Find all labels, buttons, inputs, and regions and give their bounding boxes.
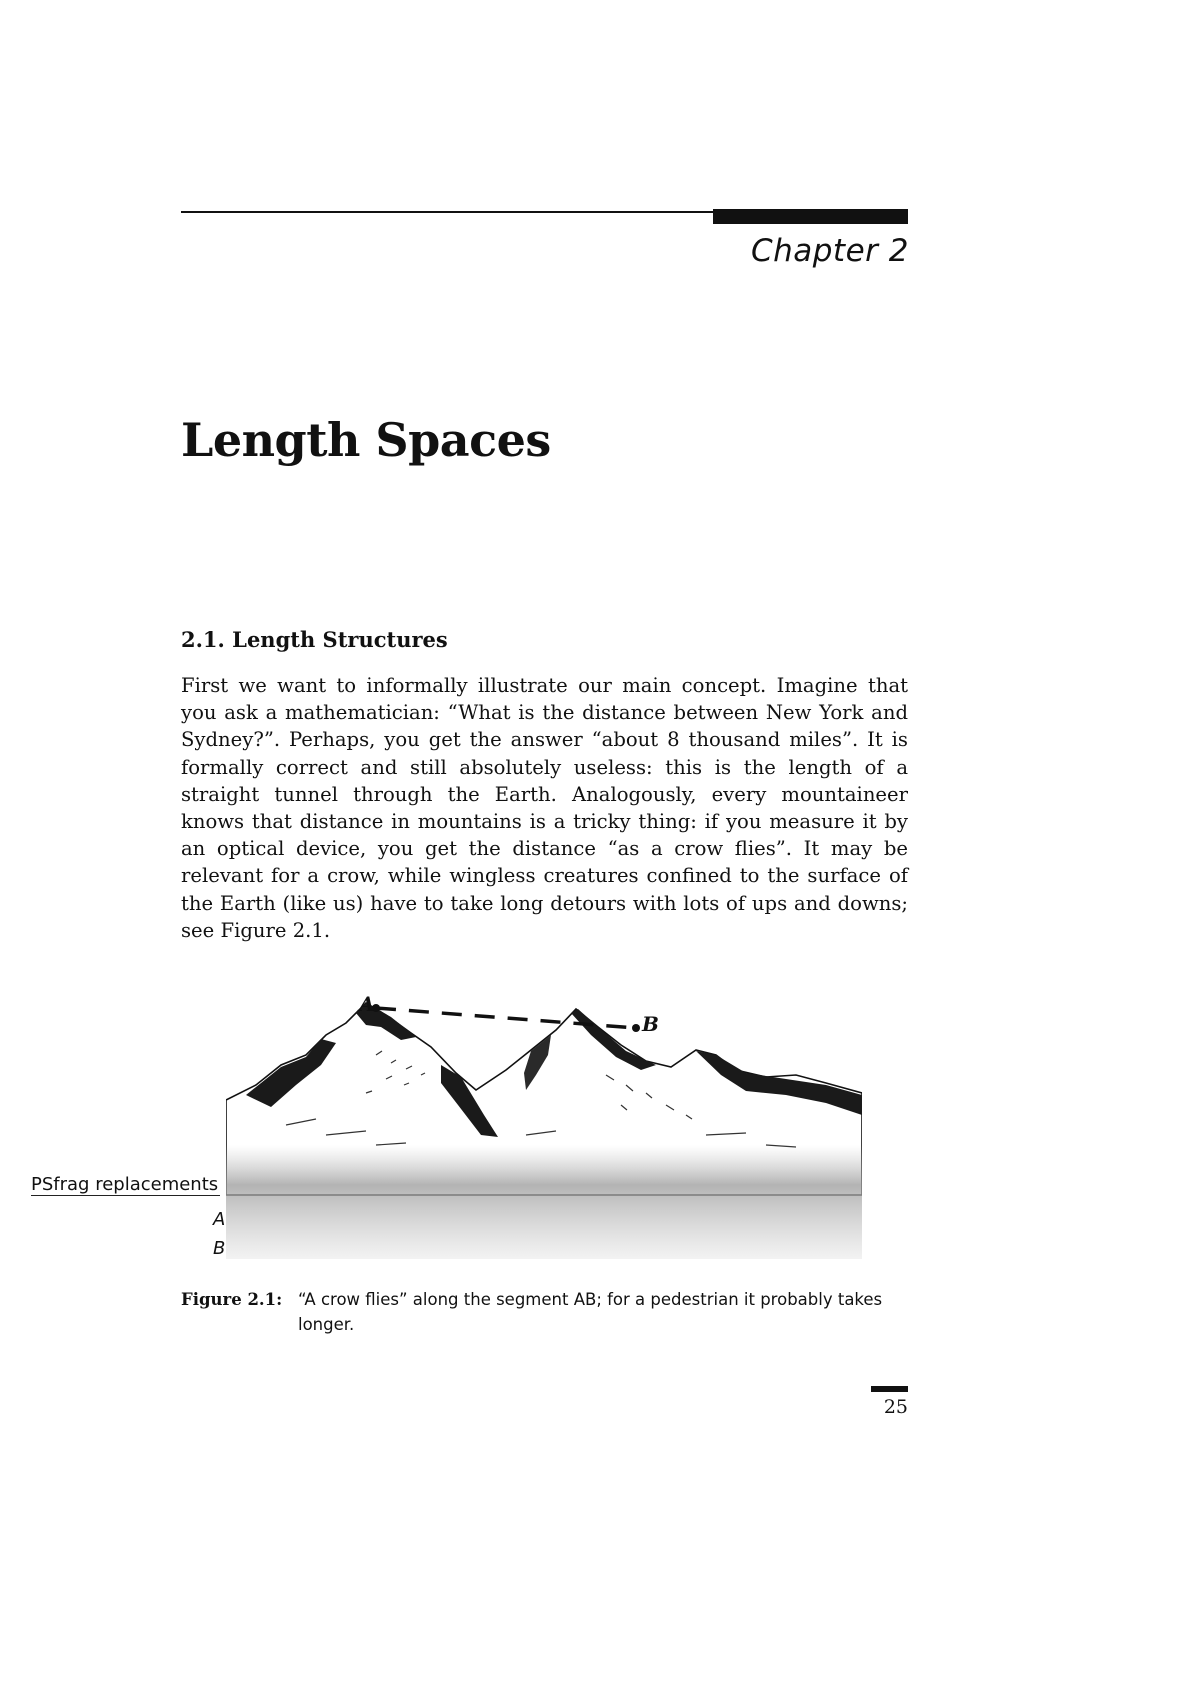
- psfrag-b: B: [213, 1238, 226, 1259]
- chapter-title: Length Spaces: [181, 413, 551, 467]
- page-number: 25: [883, 1396, 908, 1418]
- figure-caption: [181, 1287, 908, 1337]
- section-heading: [181, 627, 448, 652]
- mountain-figure: [226, 995, 862, 1259]
- chapter-label: Chapter 2: [750, 233, 909, 269]
- page-number-bar: [871, 1386, 908, 1392]
- point-a-label: A: [359, 995, 375, 1016]
- psfrag-replacements: PSfrag replacements: [31, 1174, 219, 1195]
- point-b-marker: [632, 1024, 640, 1032]
- header-rule-accent: [713, 209, 908, 224]
- psfrag-a: A: [213, 1209, 226, 1230]
- segment-ab: [376, 1008, 636, 1028]
- section-number: 2.1.: [181, 627, 225, 652]
- section-title: Length Structures: [232, 627, 448, 652]
- mist-band: [226, 1145, 862, 1259]
- body-paragraph: First we want to informally illustrate our main concept. Imagine that you ask a mathematician: “What is the distance between New York and Sydney?”. Perhaps, you get the answer “about 8 thousand miles”. It is formally correct and still absolutely useless: this is the length of a straight tunnel through the Earth. Analogously, every mountaineer knows that distance in mountains is a tricky thing: if you measure it by an optical device, you get the distance “as a crow flies”. It may be relevant for a crow, while wingless creatures confined to the surface of the Earth (like us) have to take long detours with lots of ups and downs; see Figure 2.1.: [181, 674, 908, 942]
- caption-text: “A crow flies” along the segment AB; for a pedestrian it probably takes longer.: [298, 1290, 883, 1334]
- caption-label: Figure 2.1:: [181, 1290, 283, 1309]
- point-b-label: B: [642, 1012, 659, 1036]
